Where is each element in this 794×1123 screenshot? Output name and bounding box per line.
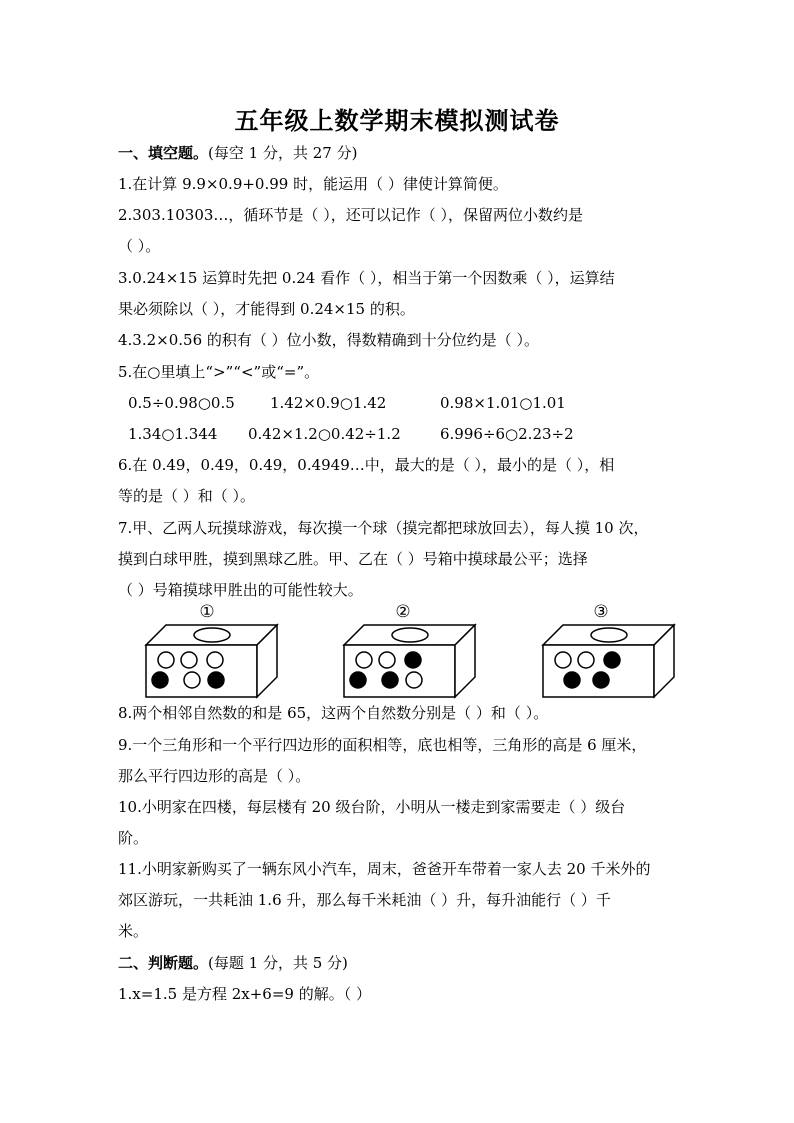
question-11-line-1: 11.小明家新购买了一辆东风小汽车，周末，爸爸开车带着一家人去 20 千米外的 [118,860,651,878]
box-1-label: ① [199,602,215,622]
ball-box-2 [338,620,478,700]
question-6-line-1: 6.在 0.49，0.49，0.49，0.4949…中，最大的是（ ），最小的是（ ），相 [118,456,615,474]
black-ball [405,652,421,668]
question-1: 1.在计算 9.9×0.9+0.99 时，能运用（ ）律使计算简便。 [118,175,508,193]
compare-item: 0.5÷0.98○0.5 [128,394,235,412]
section-2-title: 二、判断题。 [118,954,209,972]
black-ball [208,672,224,688]
white-ball [555,652,571,668]
question-11-line-2: 郊区游玩，一共耗油 1.6 升，那么每千米耗油（ ）升，每升油能行（ ）千 [118,891,611,909]
white-ball [578,652,594,668]
question-2-line-1: 2.303.10303…，循环节是（ ），还可以记作（ ），保留两位小数约是 [118,206,583,224]
black-ball [593,672,609,688]
black-ball [152,672,168,688]
white-ball [207,652,223,668]
black-ball [564,672,580,688]
white-ball [181,652,197,668]
question-3-line-2: 果必须除以（ ），才能得到 0.24×15 的积。 [118,300,415,318]
ball-box-3 [537,620,677,700]
box-3-label: ③ [593,602,609,622]
page-title: 五年级上数学期末模拟测试卷 [234,106,560,135]
question-10-line-2: 阶。 [118,829,149,847]
question-2-line-2: （ ）。 [118,237,161,255]
white-ball [158,652,174,668]
black-ball [382,672,398,688]
section-2-heading [118,953,678,973]
question-6-line-2: 等的是（ ）和（ ）。 [118,487,256,505]
question-5-line-1: 5.在○里填上“>”“<”或“=”。 [118,363,320,381]
section-1-title: 一、填空题。 [118,144,209,162]
judge-question-1: 1.x=1.5 是方程 2x+6=9 的解。（ ） [118,985,371,1003]
box-2-label: ② [395,602,411,622]
section-1-note: (每空 1 分，共 27 分) [208,144,358,162]
white-ball [379,652,395,668]
compare-item: 1.42×0.9○1.42 [270,394,387,412]
question-9-line-1: 9.一个三角形和一个平行四边形的面积相等，底也相等，三角形的高是 6 厘米， [118,736,647,754]
compare-item: 1.34○1.344 [128,425,218,443]
question-10-line-1: 10.小明家在四楼，每层楼有 20 级台阶，小明从一楼走到家需要走（ ）级台 [118,798,626,816]
question-7-line-3: （ ）号箱摸球甲胜出的可能性较大。 [118,581,363,599]
question-11-line-3: 米。 [118,922,149,940]
white-ball [356,652,372,668]
question-8: 8.两个相邻自然数的和是 65，这两个自然数分别是（ ）和（ ）。 [118,704,549,722]
question-9-line-2: 那么平行四边形的高是（ ）。 [118,767,311,785]
compare-item: 0.98×1.01○1.01 [440,394,566,412]
white-ball [184,672,200,688]
black-ball [350,672,366,688]
question-3-line-1: 3.0.24×15 运算时先把 0.24 看作（ ），相当于第一个因数乘（ ），运算结 [118,269,615,287]
ball-box-1 [140,620,280,700]
section-1-heading [118,143,678,163]
white-ball [406,672,422,688]
question-4: 4.3.2×0.56 的积有（ ）位小数，得数精确到十分位约是（ ）。 [118,331,539,349]
black-ball [604,652,620,668]
question-7-line-2: 摸到白球甲胜，摸到黑球乙胜。甲、乙在（ ）号箱中摸球最公平；选择 [118,550,588,568]
compare-item: 0.42×1.2○0.42÷1.2 [248,425,401,443]
question-7-line-1: 7.甲、乙两人玩摸球游戏，每次摸一个球（摸完都把球放回去），每人摸 10 次， [118,519,649,537]
section-2-note: (每题 1 分，共 5 分) [208,954,348,972]
compare-item: 6.996÷6○2.23÷2 [440,425,574,443]
